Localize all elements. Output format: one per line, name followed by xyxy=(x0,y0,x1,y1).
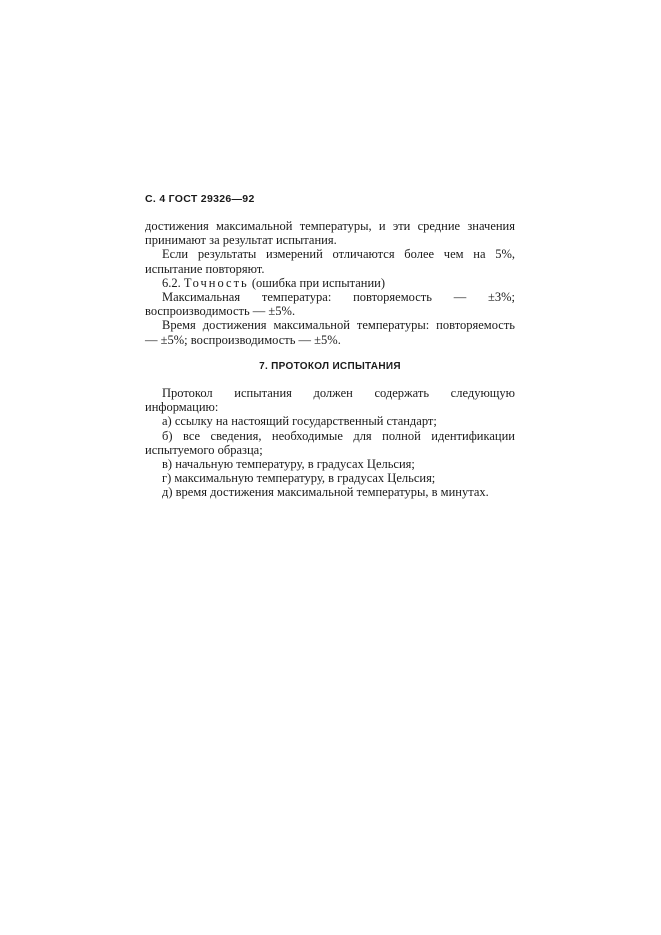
protocol-item-b: б) все сведения, необходимые для полной идентификации испытуемого образца; xyxy=(145,428,515,457)
accuracy-max-temperature: Максимальная температура: повторяемость — ±3%; воспроизводимость — ±5%. xyxy=(145,290,515,319)
section-6-2-number: 6.2. xyxy=(162,275,181,290)
protocol-item-c: в) начальную температуру, в градусах Цельсия; xyxy=(162,457,415,472)
section-6-2-heading xyxy=(145,276,515,290)
section-6-2-note: (ошибка при испытании) xyxy=(251,275,385,290)
protocol-item-d: г) максимальную температуру, в градусах Цельсия; xyxy=(162,471,436,486)
document-body xyxy=(145,219,515,500)
section-6-2-title: Точность xyxy=(183,275,249,290)
section-7-title: 7. ПРОТОКОЛ ИСПЫТАНИЯ xyxy=(259,360,401,372)
paragraph-repeat-condition: Если результаты измерений отличаются более чем на 5%, испытание повторяют. xyxy=(145,247,515,276)
protocol-intro: Протокол испытания должен содержать следующую информацию: xyxy=(145,386,515,415)
accuracy-time-to-max: Время достижения максимальной температуры: повторяемость — ±5%; воспроизводимость — ±5%. xyxy=(145,318,515,347)
page-header: С. 4 ГОСТ 29326—92 xyxy=(145,193,255,205)
protocol-item-e: д) время достижения максимальной температуры, в минутах. xyxy=(162,485,489,500)
protocol-item-a: а) ссылку на настоящий государственный стандарт; xyxy=(162,414,437,429)
paragraph-continuation: достижения максимальной температуры, и эти средние значения принимают за результат испытания. xyxy=(145,219,515,248)
